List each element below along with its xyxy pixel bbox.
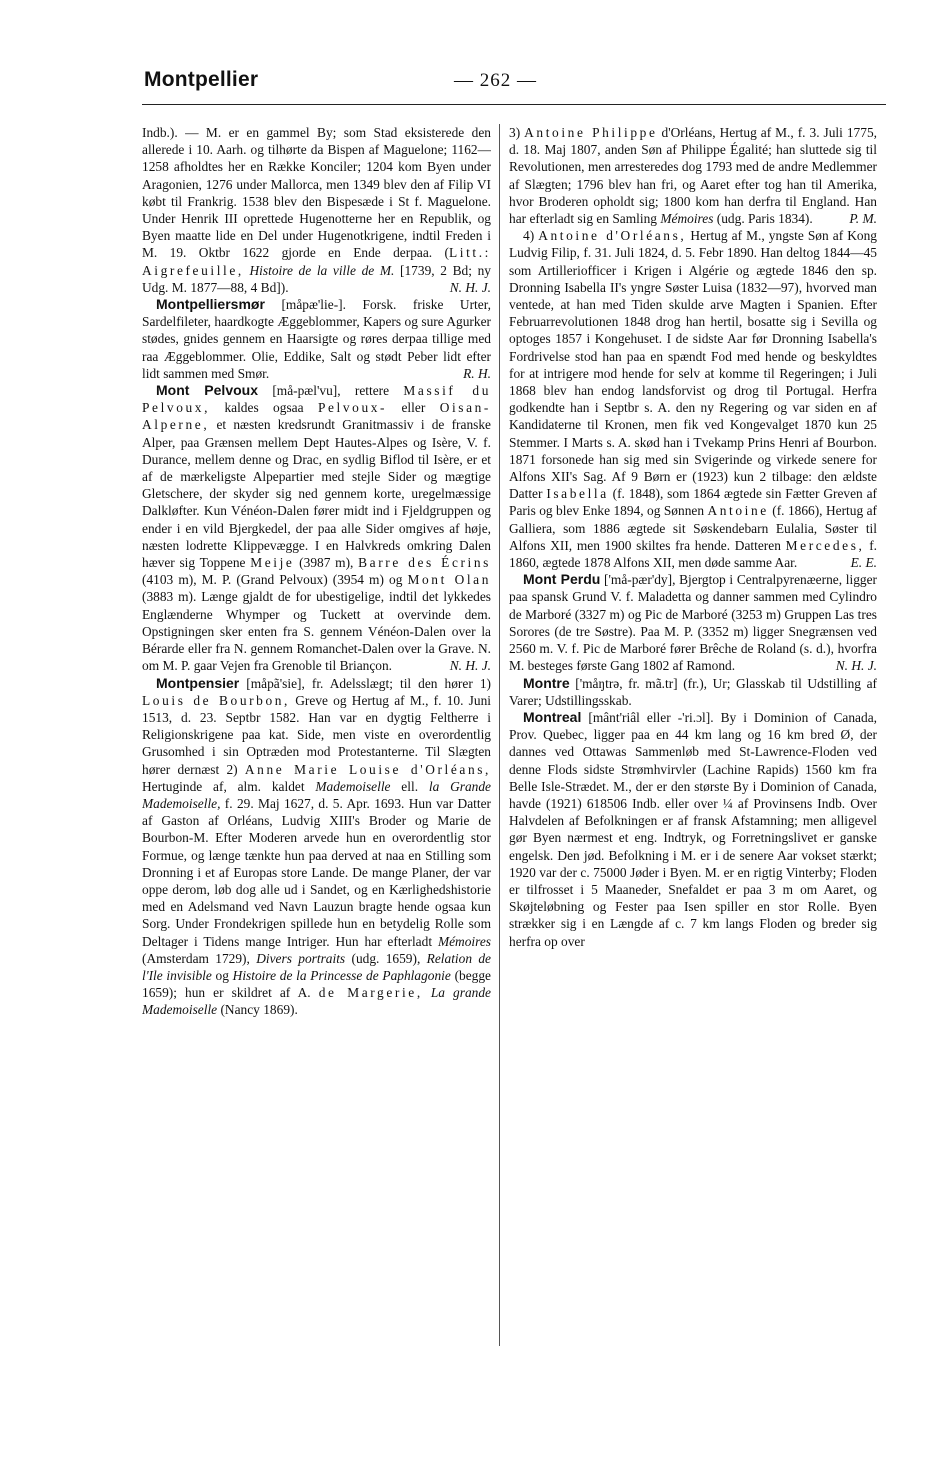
spaced-name: Louis de Bourbon, (142, 692, 291, 708)
italic-title: Mademoiselle (315, 778, 391, 794)
author-signature: N. H. J. (835, 658, 877, 674)
text-run: [måpæ'lie-]. Forsk. friske Urter, Sardelfileter, haardkogte Æggeblommer, Kapers og sure Agurker stødes, gnides gennem en Haarsigte og røres derpaa tillige med raa Æggeblommer. Olie, Eddike, Salt og stødt Peber lidt efter lidt sammen med Smør. (142, 297, 491, 381)
page-number: — 262 — (454, 70, 537, 91)
text-run: f. 1860, ægtede 1878 Alfons XII, men døde samme Aar. (509, 537, 877, 571)
right-column (509, 124, 877, 1356)
entry-antoine-philippe (509, 124, 877, 227)
text-run: (f. 1848), som 1864 ægtede sin Fætter Greven af Paris og blev Enke 1894, og Sønnen (509, 486, 877, 519)
text-run: 3) (509, 125, 525, 140)
text-run: (3987 m), (294, 555, 359, 571)
entry-montreal (509, 709, 877, 950)
italic-title: Relation de l'Ile invisible (142, 950, 491, 983)
text-run: d'Orléans, Hertug af M., f. 3. Juli 1775, d. 18. Maj 1807, anden Søn af Philippe Égalité; han sluttede sig til Revolutionen, men arresteredes dog 1793 med de andre Medlemmer af Slægten; 1796 blev han fri, og Aaret efter tog han til Amerika, hvor Broderen opholdt sig; 1800 kom han derfra til England. Han har efterladt sig en Samling (509, 125, 877, 227)
italic-title: Mémoires (660, 211, 714, 227)
spaced-name: Mercedes, (785, 537, 865, 553)
author-signature: N. H. J. (449, 658, 491, 674)
text-run: Hertuginde af, alm. kaldet (142, 778, 316, 794)
text-run: [mânt'riâl eller -'ri.ɔl]. By i Dominion of Canada, Prov. Quebec, ligger paa en 44 km lang og 16 km bred Ø, der dannes ved Ottawas Sammenløb med St-Lawrence-Floden ved denne Flods sidste Strømhvirvler (Lachine Rapids) 1560 km fra Belle Isle-Strædet. M., der er den største By i Dominion of Canada, havde (1921) 618506 Indb. eller over ¼ af Provinsens Indb. Over Halvdelen af Befolkningen er af fransk Afstamning; men alligevel gør Byen nærmest et eng. Indtryk, og Forretningslivet er ganske engelsk. Den jød. Befolkning i M. er i de senere Aar vokset stærkt; 1920 var der c. 75000 Jøder i Byen. M. er en rigtig Vinterby; Floden er tilfrosset i 5 Maaneder, Snefaldet er paa 3 m om Aaret, og Skøjteløbning og Fester paa Isen spiller en stor Rolle. Byen strækker sig i en Længde af c. 7 km langs Floden og breder sig herfra op over (509, 709, 877, 949)
author-name: Aigrefeuille, (142, 262, 244, 278)
text-run (423, 985, 431, 1000)
text-run: [må-pæl'vu], rettere (258, 383, 404, 399)
spaced-name: Anne Marie Louise d'Orléans, (244, 761, 491, 777)
italic-title: la Grande Mademoiselle, (142, 778, 491, 811)
spaced-name: Isabella (546, 486, 609, 502)
text-run: ['måŋtrə, fr. mã.tr] (fr.), Ur; Glasskab til Udstilling af Varer; Udstillingsskab. (509, 675, 877, 708)
text-run: ell. (390, 778, 429, 794)
entry-montpensier (142, 675, 491, 1019)
text-run: Hertug af M., yngste Søn af Kong Ludvig Filip, f. 31. Juli 1824, d. 5. Febr 1890. Han deltog 1844—45 som Artilleriofficer i Krigen i Algérie og ægtede 1846 den sp. Dronning Isabella II's yngre Søster Luisa (1832—97), hvorved man ventede, at han med Tiden skulde arve Magten i Spanien. Efter Februarrevolutionen 1848 drog han hertil, bosatte sig i Sevilla og optoges 1857 i Kongehuset. I de sidste Aar før Dronning Isabella's Fordrivelse stod han paa en spændt Fod med hende og beskyldtes for at intrigere mod hende for selv at komme til Regeringen; i Juli 1868 blev han endog landsforvist og drog til Portugal. Herfra godkendte han i Septbr s. A. den ny Regering og var siden en af Kandidaterne til Kronen, men fik ved Kongevalget 1870 kun 25 Stemmer. I Marts s. A. skød han i Tvekamp Prins Henri af Bourbon. 1871 forsonede han sig med sin Svigerinde og virkede senere for Alfons XII's Sag. Af 9 Børn er (1923) kun 2 tilbage: den ældste Datter (509, 228, 877, 502)
text-run: (Amsterdam 1729), (142, 950, 257, 966)
text-run: [1739, 2 Bd; ny Udg. M. 1877—88, 4 Bd]). (142, 262, 491, 295)
author-signature: P. M. (849, 211, 877, 227)
entry-headword: Mont Perdu (523, 571, 601, 588)
text-run: (3883 m). Længe gjaldt de for ubestigelige, indtil det lykkedes Englænderne Whymper og Tuckett at overvinde dem. Opstigningen sker enten fra S. gennem Vénéon-Dalen over la Bérarde eller fra N. gennem Romanchet-Dalen over la Grave. N. om M. P. gaar Vejen fra Grenoble til Briançon. (142, 589, 491, 674)
text-run: kaldes ogsaa (210, 400, 318, 416)
spaced-name: de Margerie, (318, 985, 423, 1001)
text-run: eller (387, 400, 440, 416)
entry-montpellier-continued (142, 124, 491, 296)
spaced-name: Antoine Philippe (524, 125, 658, 140)
italic-title: Mémoires (437, 933, 491, 949)
work-title: Histoire de la ville de M. (249, 262, 395, 278)
spaced-name: Pelvoux- (317, 400, 388, 416)
author-signature: E. E. (850, 555, 877, 571)
italic-title: Histoire de la Princesse de Paphlagonie (232, 967, 451, 983)
author-signature: N. H. J. (449, 279, 491, 295)
entry-headword: Mont Pelvoux (156, 382, 258, 399)
entry-mont-pelvoux (142, 382, 491, 674)
entry-headword: Montreal (523, 708, 582, 725)
spaced-name: Meije (250, 555, 295, 571)
spaced-name: Massif du Pelvoux, (142, 383, 491, 416)
entry-headword: Montpensier (156, 674, 240, 691)
text-run: 4) (523, 228, 539, 244)
spaced-name: Antoine d'Orléans, (538, 228, 687, 244)
italic-title: La grande Mademoiselle (142, 985, 491, 1018)
text-run: f. 29. Maj 1627, d. 5. Apr. 1693. Hun var Datter af Gaston af Orléans, Ludvig XIII's Broder og Marie de Bourbon-M. Efter Moderen arvede hun en overordentlig stor Formue, og længe tænkte hun paa derved at naa en Stilling som Dronning i et af Europas store Lande. De mange Planer, der var oppe derom, løb dog alle ud i Sandet, og en Kærlighedshistorie med en Adelsmand ved Navn Lauzun bragte hende ogsaa kun Sorg. Under Frondekrigen spillede hun en betydelig Rolle som Deltager i Tidens mange Intriger. Hun har efterladt (142, 795, 491, 949)
text-run: et næsten kredsrundt Granitmassiv i de franske Alper, paa Grænsen mellem Dept Hautes-Alpes og Isère, V. f. Durance, mellem denne og Drac, en sydlig Biflod til Isère, er et af de mærkeligste Alpepartier med stejle Sider og mægtige Gletschere, der skyder sig ned gennem korte, uregelmæssige Dalkløfter. Kun Vénéon-Dalen fører midt ind i Fjeldgruppen og ender i en vild Bjergkedel, der paa alle Sider omgives af høje, næsten lodrette Klippevægge. I en Halvkreds omkring Dalen hæver sig Toppene (142, 417, 491, 571)
text-run: (Nancy 1869). (217, 1002, 298, 1018)
text-run: (4103 m), M. P. (Grand Pelvoux) (3954 m) og (142, 572, 408, 588)
entry-antoine-dorleans (509, 227, 877, 571)
italic-title: Divers portraits (256, 950, 346, 966)
spaced-name: Oisan-Alperne, (142, 400, 491, 433)
spaced-name: Mont Olan (407, 572, 491, 588)
entry-headword: Montre (523, 674, 570, 691)
column-divider (499, 124, 500, 1346)
text-run: og (211, 967, 233, 983)
text-run: (udg. 1659), (345, 950, 427, 966)
text-run: Indb.). — M. er en gammel By; som Stad eksisterede den allerede i 10. Aarh. og tilhørte da Bispen af Maguelone; 1162—1258 afholdtes her en Række Konciler; 1204 kom Byen under Aragonien, 1276 under Mallorca, men 1349 blev den af Filip VI købt til Frankrig. 1538 blev den Bispesæde i St f. Maguelone. Under Henrik III oprettede Hugenotterne her en Republik, og Byen maatte lide en Del under Hugenotkrigene, indtil Freden i M. 19. Oktbr 1622 gjorde en Ende derpaa. ( (142, 125, 491, 261)
spaced-name: Antoine (707, 503, 769, 519)
entry-mont-perdu (509, 571, 877, 674)
text-run: ['må-pær'dy], Bjergtop i Centralpyrenæerne, ligger paa spansk Grund V. f. Maladetta og danner sammen med Cylindro de Marboré (3327 m) og Pic de Marboré (3253 m) Gruppen Las tres Sorores (de tre Søstre). Paa M. P. (3352 m) ligger Snegrænsen ved 2560 m. V. f. Pic de Marboré fører Brêche de Roland (s. d.), hvorfra M. besteges første Gang 1802 af Ramond. (509, 572, 877, 674)
text-run: (f. 1866), Hertug af Galliera, som 1886 ægtede sit Søskendebarn Eulalia, Søster til Alfons XII, men 1900 skiltes fra hende. Datteren (509, 503, 877, 553)
entry-headword: Montpelliersmør (156, 296, 265, 313)
literature-label: Litt.: (448, 245, 491, 261)
text-run: [måpã'sie], fr. Adelsslægt; til den hører 1) (239, 675, 491, 691)
author-signature: R. H. (463, 365, 491, 381)
entry-montpelliersmor (142, 296, 491, 382)
running-head-word: Montpellier (144, 68, 259, 91)
text-run: (begge 1659); hun er skildret af A. (142, 967, 491, 1001)
header-rule (142, 104, 886, 105)
text-run: Greve og Hertug af M., f. 10. Juni 1513, d. 23. Septbr 1582. Han var en dygtig Feltherre i Religionskrigene paa kat. Side, men viste en overordentlig Grusomhed i sin Optræden mod Protestanterne. Til Slægten hører dernæst 2) (142, 692, 491, 777)
text-run: (udg. Paris 1834). (713, 211, 813, 227)
entry-montre (509, 675, 877, 709)
spaced-name: Barre des Écrins (358, 555, 491, 571)
left-column (142, 124, 491, 1356)
